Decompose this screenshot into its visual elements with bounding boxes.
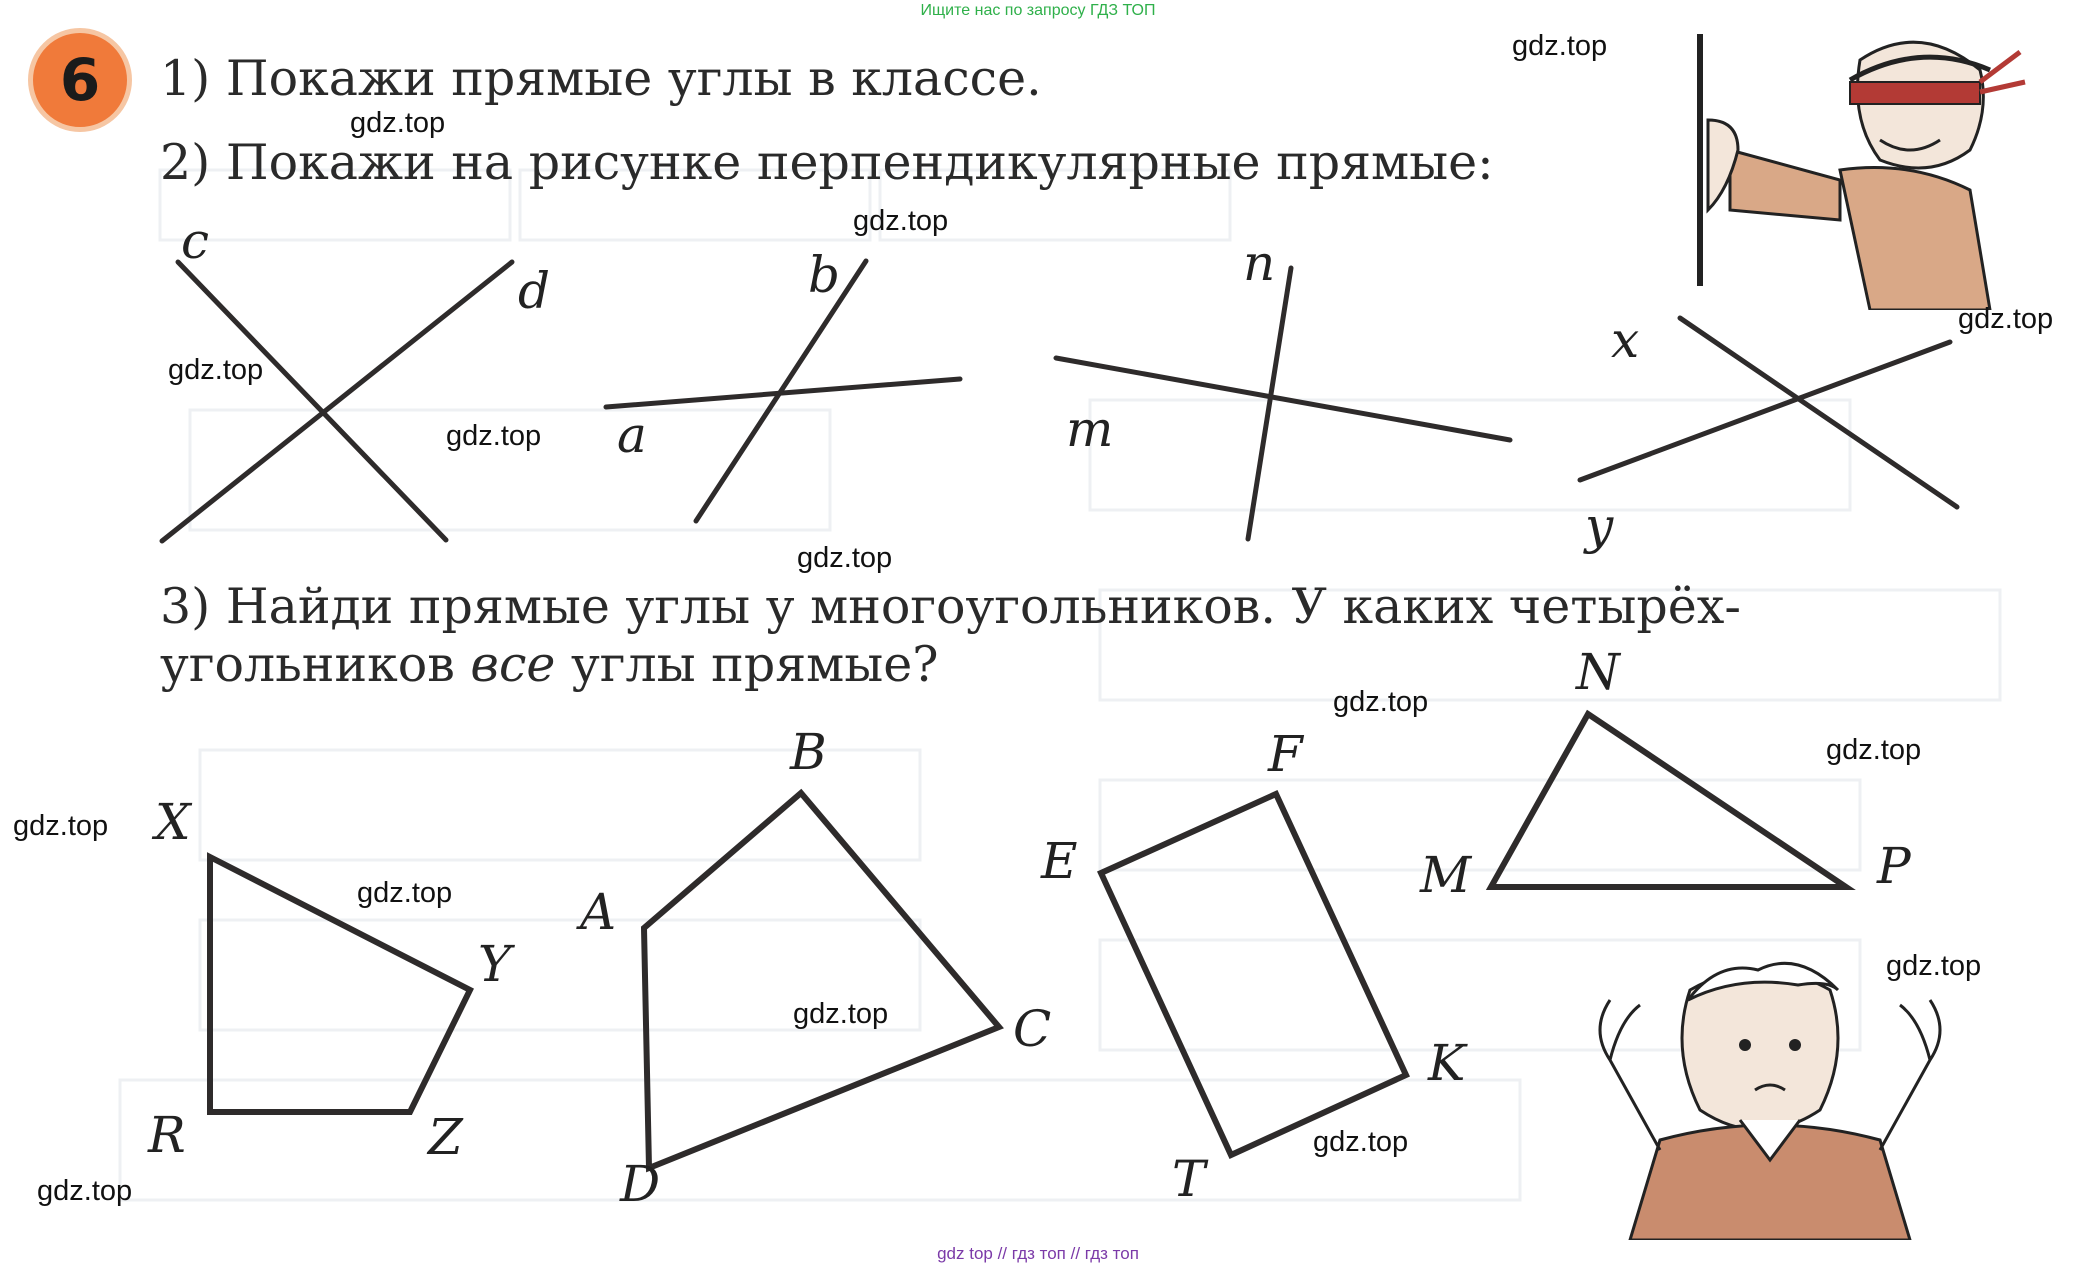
label-vertex-p: P	[1877, 837, 1911, 895]
watermark-9: gdz.top	[1826, 734, 1922, 766]
label-line-x: x	[1611, 311, 1640, 369]
task-1-text: 1) Покажи прямые углы в классе.	[160, 50, 1042, 107]
label-vertex-c: C	[1013, 1000, 1052, 1058]
label-vertex-y: Y	[478, 935, 512, 993]
task-2-text: 2) Покажи на рисунке перпендикулярные прямые:	[160, 134, 1494, 191]
label-vertex-n: N	[1576, 643, 1620, 701]
line-a	[606, 379, 960, 407]
label-line-m: m	[1066, 400, 1114, 458]
watermark-8: gdz.top	[1333, 686, 1429, 718]
task-3-text-part2: углы прямые?	[555, 636, 939, 693]
label-vertex-b: B	[790, 723, 827, 781]
watermark-7: gdz.top	[797, 542, 893, 574]
label-vertex-x: X	[155, 793, 191, 851]
label-line-y: y	[1585, 497, 1614, 555]
watermark-1: gdz.top	[1512, 30, 1608, 62]
watermark-12: gdz.top	[1886, 950, 1982, 982]
watermark-6: gdz.top	[446, 420, 542, 452]
label-line-n: n	[1243, 234, 1276, 292]
polygon-efkt	[1101, 794, 1406, 1155]
task-3-emphasis: все	[470, 636, 556, 693]
watermark-15: gdz.top	[37, 1175, 133, 1207]
label-vertex-m: M	[1420, 846, 1472, 904]
watermark-13: gdz.top	[793, 998, 889, 1030]
watermark-11: gdz.top	[357, 877, 453, 909]
label-vertex-t: T	[1172, 1150, 1206, 1208]
exercise-number: 6	[59, 46, 101, 114]
blindfolded-boy-illustration	[1680, 20, 2040, 310]
label-vertex-z: Z	[428, 1108, 463, 1166]
triangle-mnp	[1491, 714, 1846, 887]
polygon-abcd	[644, 793, 999, 1168]
task-3-text-part1: угольников	[160, 636, 471, 693]
watermark-2: gdz.top	[350, 107, 446, 139]
watermark-4: gdz.top	[1958, 303, 2054, 335]
watermark-10: gdz.top	[13, 810, 109, 842]
watermark-5: gdz.top	[168, 354, 264, 386]
label-line-d: d	[518, 262, 551, 320]
puzzled-boy-illustration	[1570, 950, 1970, 1240]
top-banner[interactable]: Ищите нас по запросу ГДЗ ТОП	[920, 2, 1156, 19]
watermark-14: gdz.top	[1313, 1126, 1409, 1158]
label-vertex-r: R	[148, 1106, 186, 1164]
line-m	[1056, 358, 1510, 440]
task-3-text-line1: 3) Найди прямые углы у многоугольников. У каких четырёх-	[160, 578, 1741, 635]
bottom-banner[interactable]: gdz top // гдз топ // гдз топ	[937, 1244, 1139, 1263]
line-b	[696, 261, 866, 521]
label-vertex-a: A	[580, 883, 617, 941]
label-vertex-k: K	[1428, 1034, 1466, 1092]
label-line-c: c	[181, 212, 210, 270]
line-d	[162, 262, 512, 541]
label-vertex-e: E	[1041, 832, 1078, 890]
label-vertex-f: F	[1268, 725, 1303, 783]
line-n	[1248, 268, 1291, 539]
watermark-3: gdz.top	[853, 205, 949, 237]
line-x	[1680, 318, 1957, 507]
label-vertex-d: D	[620, 1155, 661, 1213]
label-line-a: a	[617, 406, 647, 464]
label-line-b: b	[808, 246, 841, 304]
